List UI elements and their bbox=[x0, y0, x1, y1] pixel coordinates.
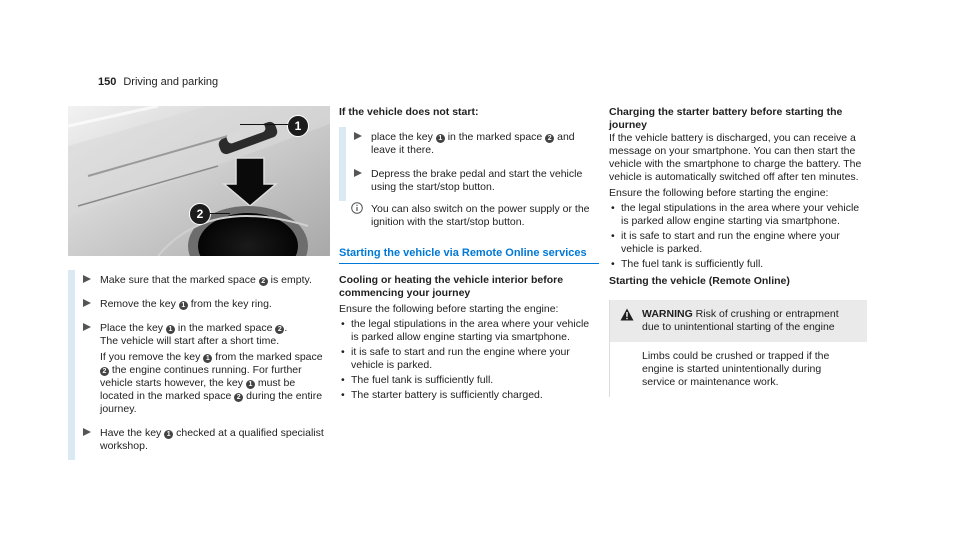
callout-ref-2: 2 bbox=[259, 277, 268, 286]
step-arrow-icon bbox=[82, 427, 92, 437]
step-have-key-checked: Have the key 1 checked at a qualified specialist workshop. bbox=[68, 423, 330, 460]
callout-ref-1: 1 bbox=[164, 430, 173, 439]
page-number: 150 bbox=[98, 76, 117, 88]
section-divider bbox=[339, 263, 599, 264]
callout-ref-2: 2 bbox=[545, 134, 554, 143]
warning-header bbox=[610, 300, 867, 342]
list-item: • The starter battery is sufficiently charged. bbox=[339, 389, 599, 402]
section-title: Driving and parking bbox=[123, 76, 219, 88]
starting-remote-heading: Starting the vehicle (Remote Online) bbox=[609, 275, 790, 287]
callout-1-leader bbox=[240, 124, 288, 125]
step-arrow-icon bbox=[353, 131, 363, 141]
remote-online-section-title: Starting the vehicle via Remote Online services bbox=[339, 247, 587, 259]
step-arrow-icon bbox=[353, 168, 363, 178]
page-header bbox=[98, 76, 218, 89]
callout-ref-1: 1 bbox=[436, 134, 445, 143]
callout-1: 1 bbox=[287, 115, 309, 137]
column-3 bbox=[609, 106, 867, 397]
step-arrow-icon bbox=[82, 274, 92, 284]
step-arrow-icon bbox=[82, 322, 92, 332]
step-depress-brake: Depress the brake pedal and start the vehicle using the start/stop button. bbox=[339, 164, 599, 201]
callout-2-leader bbox=[210, 213, 230, 214]
step-place-key: Place the key 1 in the marked space 2 . The vehicle will start after a short time. If you remove the key 1 from the marked space 2 the engine continues running. For further vehicle starts however, the key 1 must be located in the marked space 2 during the entire journey. bbox=[68, 318, 330, 423]
list-item: • it is safe to start and run the engine where your vehicle is parked. bbox=[609, 230, 867, 256]
warning-box bbox=[609, 300, 867, 397]
warning-title: Risk of crushing or entrapment due to unintentional starting of the engine bbox=[642, 308, 839, 333]
callout-ref-1: 1 bbox=[246, 380, 255, 389]
callout-ref-1: 1 bbox=[166, 325, 175, 334]
callout-ref-2: 2 bbox=[234, 393, 243, 402]
ensure-intro: Ensure the following before starting the engine: bbox=[339, 303, 559, 315]
if-not-start-heading: If the vehicle does not start: bbox=[339, 106, 479, 118]
prerequisite-list bbox=[609, 202, 867, 271]
list-item: • The fuel tank is sufficiently full. bbox=[339, 374, 599, 387]
key-placement-photo bbox=[68, 106, 330, 256]
step-place-key-marked: place the key 1 in the marked space 2 and leave it there. bbox=[339, 127, 599, 164]
list-item: • it is safe to start and run the engine where your vehicle is parked. bbox=[339, 346, 599, 372]
callout-ref-2: 2 bbox=[100, 367, 109, 376]
column-1 bbox=[68, 106, 330, 460]
callout-ref-2: 2 bbox=[275, 325, 284, 334]
warning-triangle-icon bbox=[620, 308, 634, 321]
callout-ref-1: 1 bbox=[203, 354, 212, 363]
charging-heading: Charging the starter battery before starting the journey bbox=[609, 106, 843, 131]
warning-label: WARNING bbox=[642, 308, 693, 320]
step-remove-key: Remove the key 1 from the key ring. bbox=[68, 294, 330, 318]
cooling-heating-heading: Cooling or heating the vehicle interior before commencing your journey bbox=[339, 274, 564, 299]
list-item: • The fuel tank is sufficiently full. bbox=[609, 258, 867, 271]
callout-ref-1: 1 bbox=[179, 301, 188, 310]
callout-2: 2 bbox=[189, 203, 211, 225]
warning-body: Limbs could be crushed or trapped if the engine is started unintentionally during service or maintenance work. bbox=[642, 350, 830, 388]
ensure-intro: Ensure the following before starting the engine: bbox=[609, 187, 829, 199]
info-note: You can also switch on the power supply or the ignition with the start/stop button. bbox=[339, 201, 599, 235]
step-arrow-icon bbox=[82, 298, 92, 308]
info-icon bbox=[351, 202, 363, 214]
step-check-space: Make sure that the marked space 2 is empty. bbox=[68, 270, 330, 294]
list-item: • the legal stipulations in the area where your vehicle is parked allow engine starting via smartphone. bbox=[339, 318, 599, 344]
list-item: • the legal stipulations in the area where your vehicle is parked allow engine starting via smartphone. bbox=[609, 202, 867, 228]
step-result: The vehicle will start after a short time. bbox=[100, 335, 280, 347]
charging-paragraph: If the vehicle battery is discharged, you can receive a message on your smartphone. You can then start the vehicle with the smartphone to charge the battery. The vehicle is automatically switched off after ten minutes. bbox=[609, 132, 862, 183]
column-2 bbox=[339, 106, 599, 406]
prerequisite-list bbox=[339, 318, 599, 402]
